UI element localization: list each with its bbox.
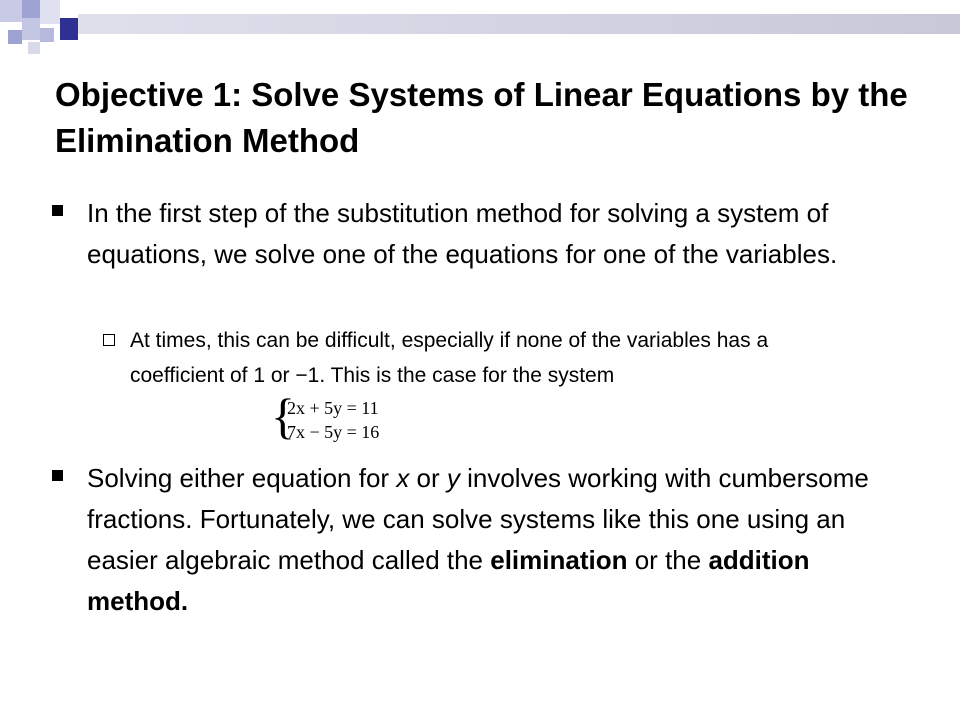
variable-x: x [396,463,410,493]
decorative-square [22,0,40,18]
decorative-square [40,0,60,24]
square-bullet-icon [52,205,63,216]
bullet-text: In the first step of the substitution method for solving a system of equations, we solve one of the equations for one of the variables. [87,198,838,269]
decorative-square [0,0,22,22]
bullet-text: Solving either equation for x or y involves working with cumbersome fractions. Fortunately, we can solve systems like this one using an easier algebraic method called the elimination or the addition method. [87,463,869,616]
decorative-square [8,30,22,44]
variable-y: y [446,463,460,493]
sub-bullet-text: At times, this can be difficult, especially if none of the variables has a coefficient of 1 or −1. This is the case for the system [130,329,769,387]
hollow-square-bullet-icon [103,334,115,346]
equation: 7x − 5y = 16 [287,422,380,442]
decorative-square [60,18,78,40]
term-addition-method: addition method. [87,545,810,616]
slide-title: Objective 1: Solve Systems of Linear Equations by the Elimination Method [55,76,908,159]
decorative-square [22,18,40,40]
left-brace-icon: { [271,388,295,444]
equation: 2x + 5y = 11 [287,398,379,418]
header-bar [78,14,960,34]
decorative-square [28,42,40,54]
square-bullet-icon [52,470,63,481]
decorative-square [40,28,54,42]
term-elimination: elimination [490,545,628,575]
